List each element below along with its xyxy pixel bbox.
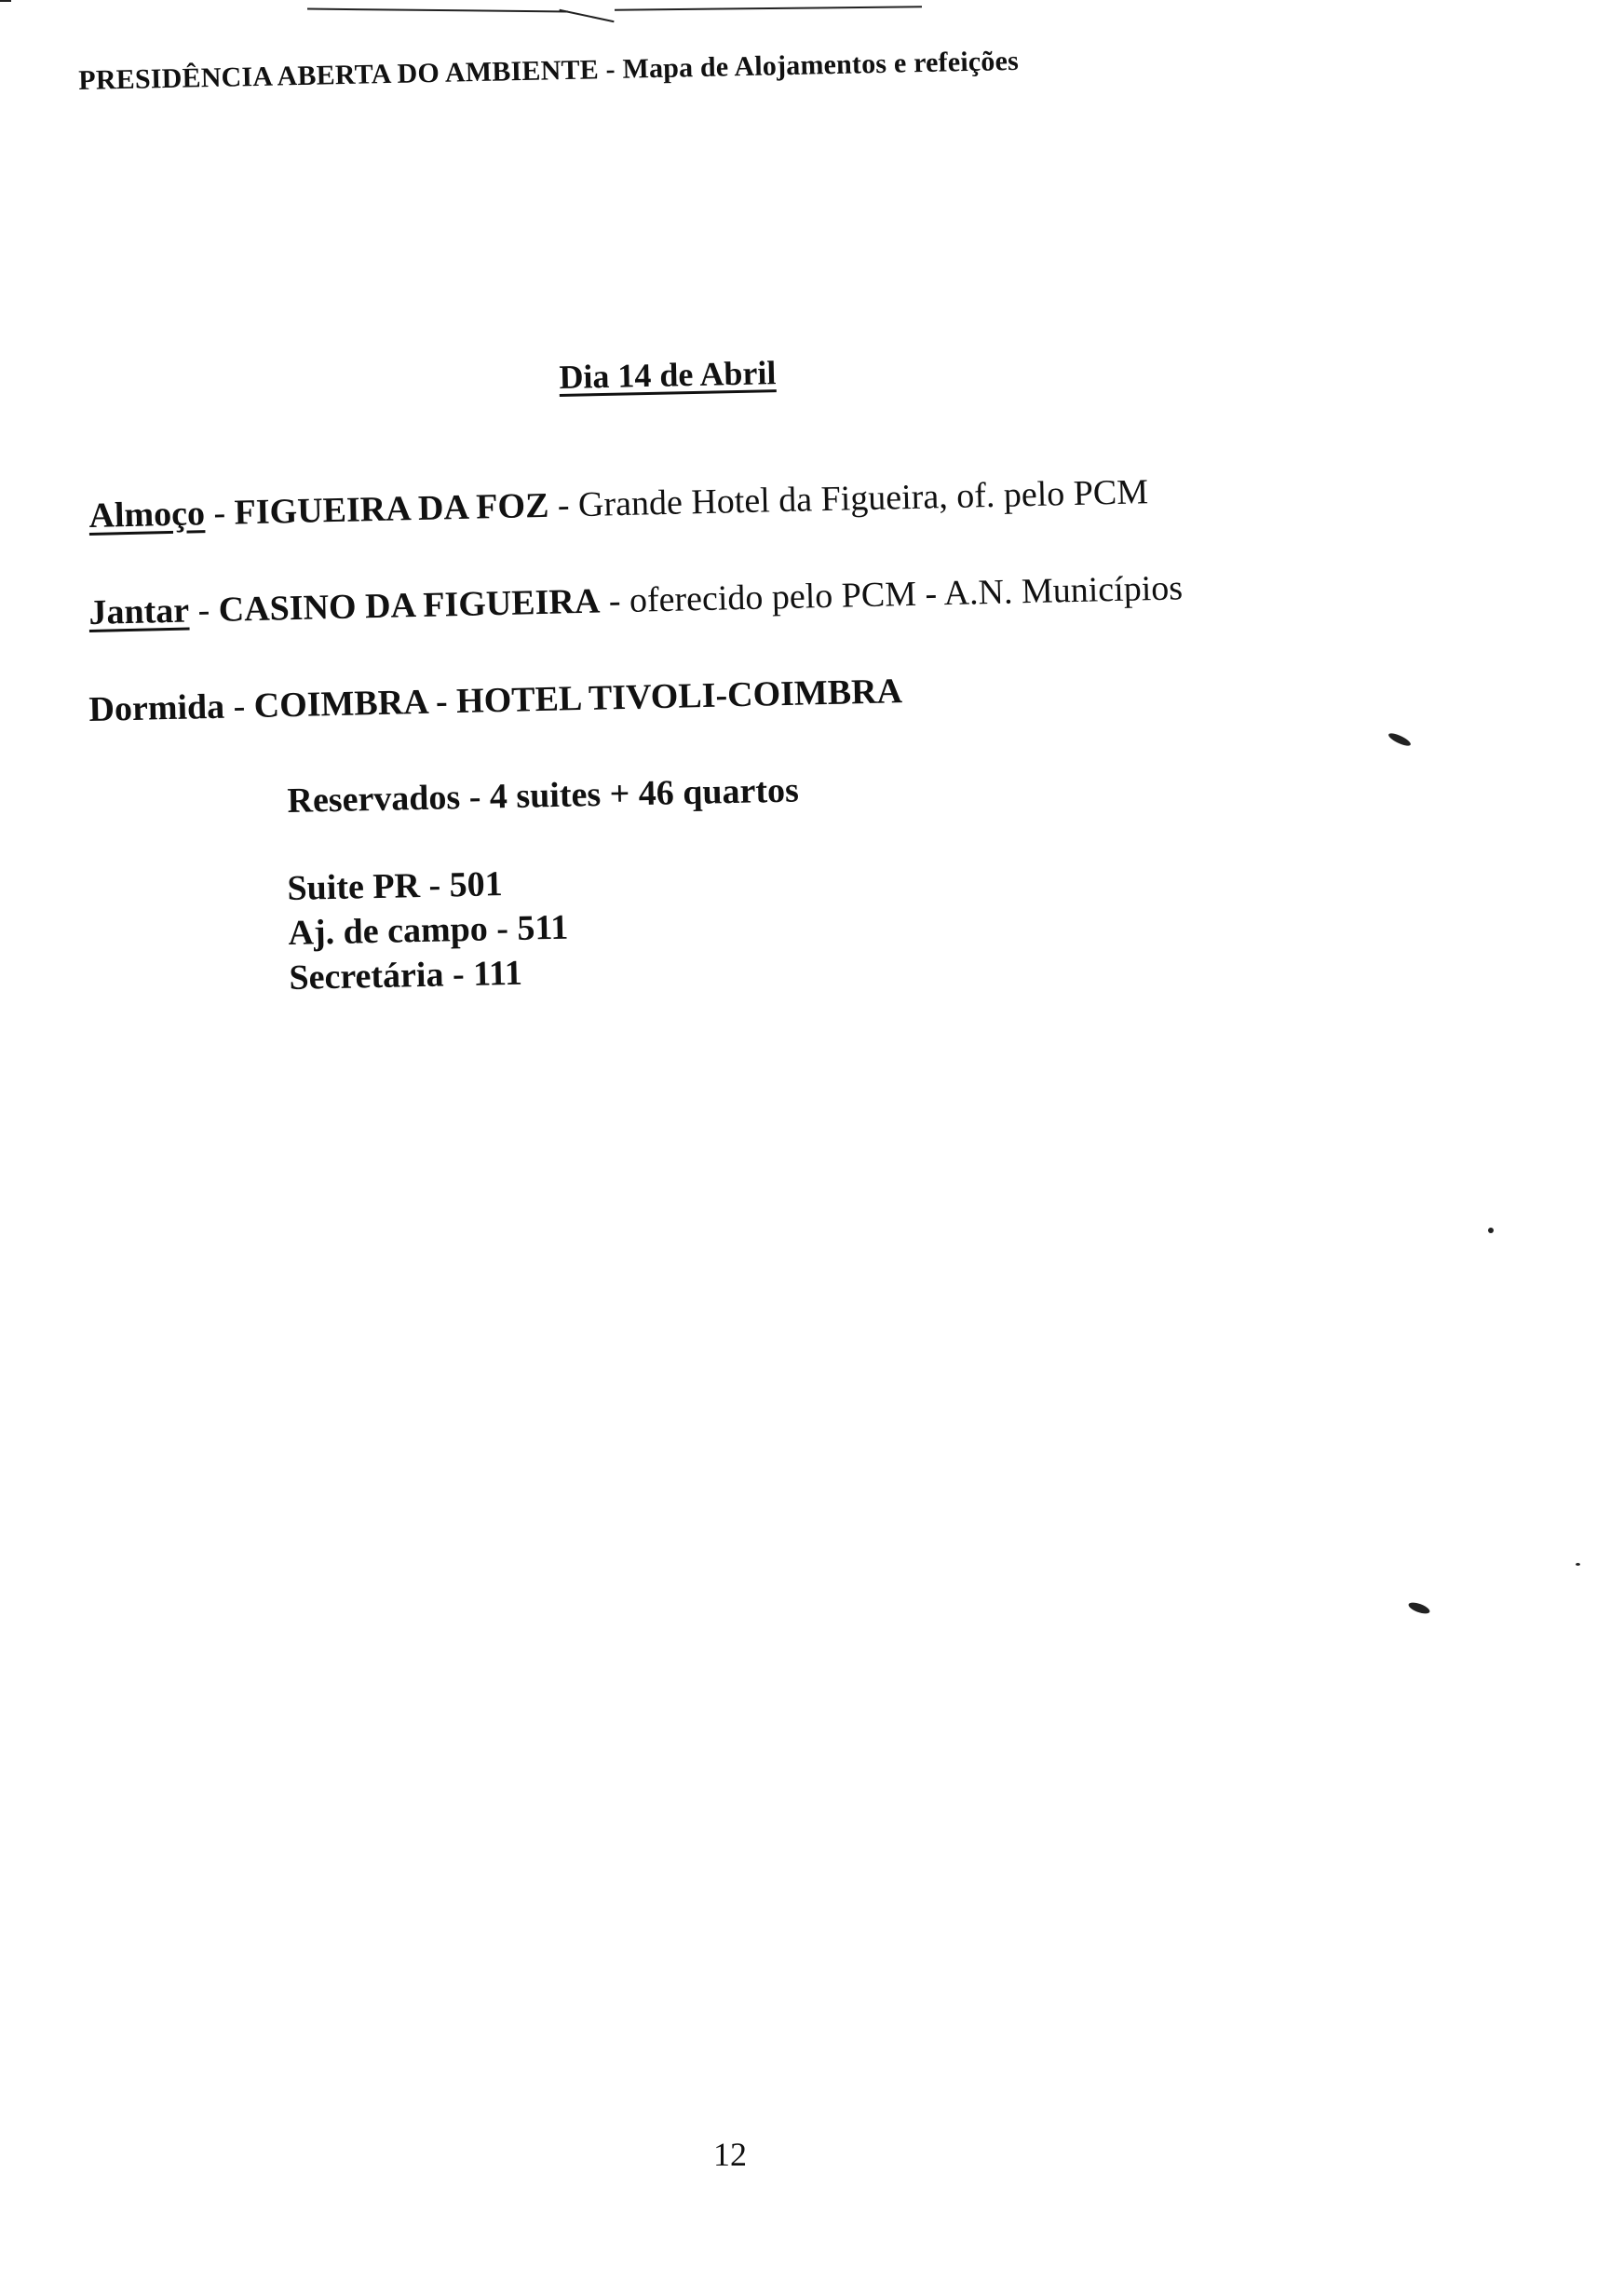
reserved-rooms: Reservados - 4 suites + 46 quartos: [287, 770, 800, 821]
scan-speck: [1407, 1600, 1431, 1616]
lunch-label: Almoço: [88, 494, 206, 536]
day-title: Dia 14 de Abril: [559, 354, 777, 396]
lunch-details: Grande Hotel da Figueira, of. pelo PCM: [577, 472, 1149, 525]
lodging-entry: [88, 671, 902, 730]
page-number: 12: [713, 2136, 747, 2173]
scan-artifact-line: [559, 9, 614, 22]
lodging-place: COIMBRA - HOTEL TIVOLI-COIMBRA: [253, 672, 903, 726]
lunch-entry: [88, 471, 1148, 536]
room-item: Suite PR - 501: [287, 864, 504, 908]
scan-speck: [1576, 1563, 1580, 1566]
separator: -: [557, 485, 579, 525]
dinner-entry: [88, 567, 1184, 633]
separator: -: [233, 686, 255, 727]
room-assignments: [287, 861, 570, 1000]
scan-speck: [1488, 1228, 1494, 1233]
dinner-details: oferecido pelo PCM - A.N. Municípios: [629, 568, 1184, 620]
dinner-place: CASINO DA FIGUEIRA: [218, 581, 601, 630]
room-item: Aj. de campo - 511: [288, 907, 569, 953]
separator: -: [197, 590, 220, 631]
scan-speck: [1387, 731, 1413, 748]
scan-artifact-line: [307, 8, 568, 13]
room-item: Secretária - 111: [289, 953, 523, 998]
separator: -: [213, 493, 236, 533]
lodging-label: Dormida: [88, 686, 225, 729]
lunch-place: FIGUEIRA DA FOZ: [234, 485, 549, 533]
scan-artifact-line: [0, 0, 11, 2]
separator: -: [608, 580, 630, 621]
scan-artifact-line: [615, 6, 922, 10]
document-header: PRESIDÊNCIA ABERTA DO AMBIENTE - Mapa de Alojamentos e refeições: [78, 45, 1020, 96]
dinner-label: Jantar: [88, 591, 190, 632]
